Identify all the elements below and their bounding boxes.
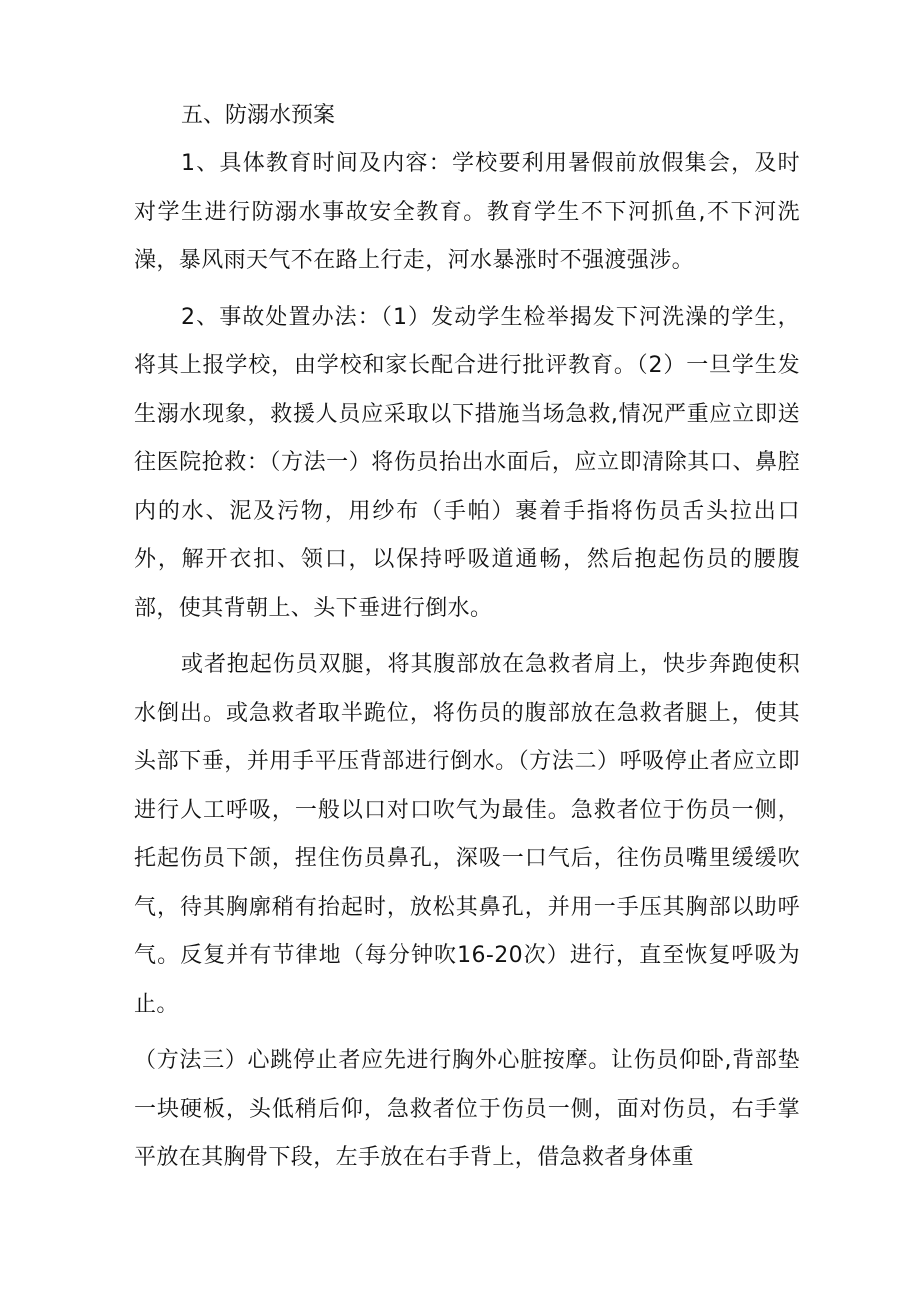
document-body	[134, 92, 800, 1183]
paragraph-method-two: 或者抱起伤员双腿，将其腹部放在急救者肩上，快步奔跑使积水倒出。或急救者取半跪位，将伤员的腹部放在急救者腿上，使其头部下垂，并用手平压背部进行倒水。（方法二）呼吸停止者应立即进行人工呼吸，一般以口对口吹气为最佳。急救者位于伤员一侧，托起伤员下颌，捏住伤员鼻孔，深吸一口气后，往伤员嘴里缓缓吹气，待其胸廓稍有抬起时，放松其鼻孔，并用一手压其胸部以助呼气。反复并有节律地（每分钟吹16-20次）进行，直至恢复呼吸为止。	[134, 652, 800, 1017]
paragraph-education-time: 1、具体教育时间及内容：学校要利用暑假前放假集会，及时对学生进行防溺水事故安全教育。教育学生不下河抓鱼,不下河洗澡，暴风雨天气不在路上行走，河水暴涨时不强渡强涉。	[134, 151, 800, 273]
paragraph-method-three: （方法三）心跳停止者应先进行胸外心脏按摩。让伤员仰卧,背部垫一块硬板，头低稍后仰，急救者位于伤员一侧，面对伤员，右手掌平放在其胸骨下段，左手放在右手背上，借急救者身体重	[134, 1048, 800, 1170]
section-heading: 五、防溺水预案	[181, 103, 336, 128]
paragraph-accident-handling: 2、事故处置办法：（1）发动学生检举揭发下河洗澡的学生，将其上报学校，由学校和家长配合进行批评教育。（2）一旦学生发生溺水现象，救援人员应采取以下措施当场急救,情况严重应立即送往医院抢救：（方法一）将伤员抬出水面后，应立即清除其口、鼻腔内的水、泥及污物，用纱布（手帕）裹着手指将伤员舌头拉出口外，解开衣扣、领口，以保持呼吸道通畅，然后抱起伤员的腰腹部，使其背朝上、头下垂进行倒水。	[134, 304, 800, 621]
